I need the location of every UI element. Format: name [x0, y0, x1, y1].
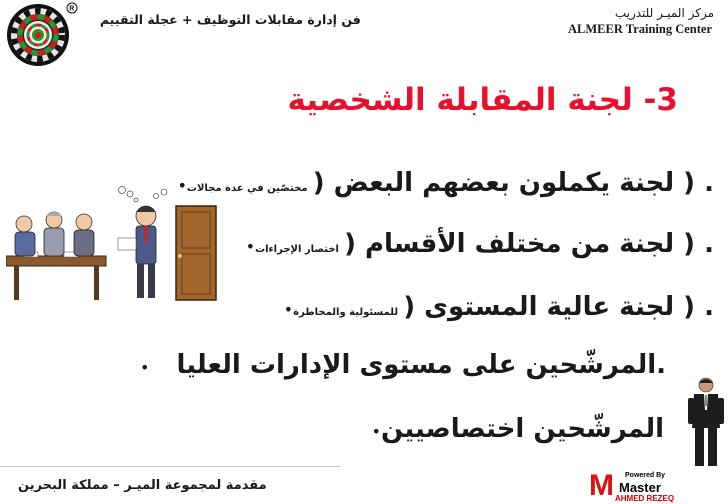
- slide-title: 3- لجنة المقابلة الشخصية: [287, 82, 678, 118]
- interview-panel-illustration: [6, 186, 224, 304]
- bullet-mark-2: •: [245, 237, 256, 256]
- dartboard-logo-icon: [0, 0, 84, 72]
- badge-letter: M: [589, 469, 614, 502]
- org-name-arabic: مركز الميـر للتدريب: [614, 6, 714, 20]
- bullet-line-2-note: اختصار الإجراءات: [255, 244, 339, 255]
- badge-brand: Master: [619, 480, 661, 495]
- bullet-line-4: [140, 350, 666, 380]
- businessman-figure-illustration: [686, 376, 726, 468]
- bullet-line-3-main: . ( لجنة عالية المستوى (: [403, 292, 714, 322]
- bullet-mark-3: •: [283, 300, 294, 319]
- bullet-line-1-note: مختصّين في عدة مجالات: [186, 183, 308, 194]
- bullet-line-4-main: .المرشّحين على مستوى الإدارات العليا: [176, 350, 666, 380]
- svg-text:R: R: [69, 5, 75, 13]
- bullet-line-2: [246, 229, 714, 259]
- presentation-title: فن إدارة مقابلات التوظيف + عجلة التقييم: [100, 12, 361, 27]
- badge-powered-by: Powered By: [625, 472, 666, 479]
- bullet-line-1-main: . ( لجنة يكملون بعضهم البعض (: [312, 168, 714, 198]
- bullet-line-3-note: للمسئولية والمخاطرة: [293, 307, 399, 318]
- bullet-mark-4: •: [139, 358, 150, 377]
- powered-by-badge: [589, 470, 711, 502]
- bullet-line-3: [284, 292, 714, 322]
- bullet-mark-5: •: [371, 422, 381, 441]
- bullet-line-2-main: . ( لجنة من مختلف الأقسام (: [344, 229, 714, 259]
- bullet-mark-1: •: [177, 176, 187, 195]
- bullet-line-1: [177, 168, 714, 198]
- org-name-english: ALMEER Training Center: [568, 22, 712, 36]
- bullet-line-5-main: المرشّحين اختصاصيين: [380, 414, 664, 444]
- badge-author-name: AHMED REZEQ: [615, 494, 675, 503]
- bullet-line-5: [372, 414, 664, 444]
- footer-text: مقدمة لمجموعة الميـر – مملكة البحرين: [18, 478, 267, 493]
- footer-divider: [0, 466, 340, 467]
